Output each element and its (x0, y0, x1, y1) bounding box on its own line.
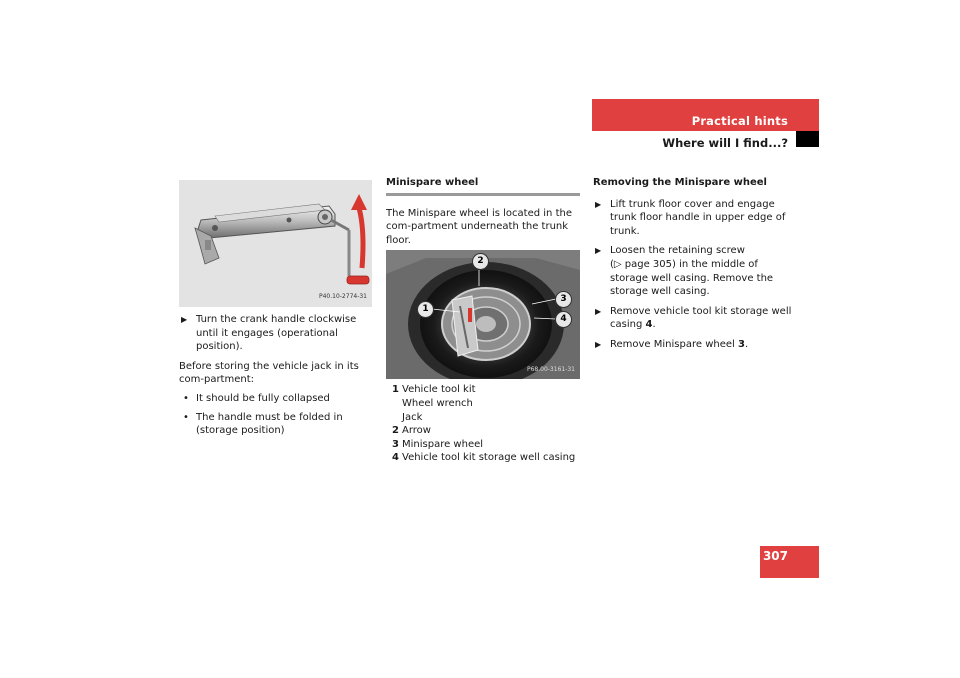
step-text: Lift trunk floor cover and engage trunk floor handle in upper edge of trunk. (610, 198, 786, 237)
legend-number: 4 (392, 452, 399, 464)
step-arrow-icon: ▶ (595, 199, 602, 209)
section-heading: Minispare wheel (386, 176, 580, 196)
section-heading: Removing the Minispare wheel (593, 177, 767, 188)
callout-4: 4 (555, 311, 572, 328)
step-period: . (652, 319, 656, 331)
legend-number: 1 (392, 384, 399, 396)
step-text: Turn the crank handle clockwise until it engages (operational position). (196, 314, 357, 353)
instruction-step (593, 305, 793, 332)
step-arrow-icon: ▶ (181, 315, 188, 324)
legend-text: Minispare wheel (402, 438, 484, 450)
jack-figure (179, 180, 372, 307)
list-item (179, 392, 372, 406)
step-arrow-icon: ▶ (595, 339, 602, 349)
item-reference: 4 (645, 319, 653, 331)
minispare-illustration (386, 250, 580, 379)
step-text (610, 305, 793, 332)
instruction-step (593, 198, 793, 239)
callout-2: 2 (472, 253, 489, 270)
legend-item (386, 383, 580, 424)
legend-text: Wheel wrench (402, 397, 473, 409)
column-minispare (386, 176, 580, 465)
step-arrow-icon: ▶ (595, 306, 602, 316)
paragraph: The Minispare wheel is located in the com-partment underneath the trunk floor. (386, 207, 572, 246)
legend-item (386, 438, 580, 452)
legend-text: Vehicle tool kit storage well casing (402, 452, 576, 464)
callout-1: 1 (417, 301, 434, 318)
legend-number: 2 (392, 425, 399, 437)
page-number: 307 (762, 549, 788, 563)
page-reference: (▷ page 305) in the middle of storage well casing. Remove the storage well casing. (610, 258, 774, 298)
legend-text: Jack (402, 411, 423, 423)
list-item-text: It should be fully collapsed (196, 392, 330, 404)
instruction-step (179, 313, 372, 354)
item-reference: 3 (737, 338, 745, 350)
legend-item (386, 424, 580, 438)
callout-3: 3 (555, 291, 572, 308)
column-jack (179, 180, 372, 438)
subsection-title: Where will I find...? (662, 136, 788, 150)
step-text-main: Remove vehicle tool kit storage well casing (610, 305, 792, 331)
step-text-main: Loosen the retaining screw (610, 245, 745, 257)
figure-code: P40.10-2774-31 (318, 293, 367, 301)
jack-illustration (179, 180, 372, 307)
column-removing (593, 176, 793, 352)
step-arrow-icon: ▶ (595, 246, 602, 256)
bullet-icon: • (183, 392, 189, 404)
section-title: Practical hints (691, 114, 788, 128)
header-marker (796, 131, 819, 147)
legend-number: 3 (392, 438, 399, 450)
step-text (610, 338, 793, 352)
minispare-figure (386, 250, 580, 379)
step-period: . (744, 338, 749, 350)
legend-text: Arrow (402, 425, 431, 437)
legend-text: Vehicle tool kit (402, 384, 476, 396)
figure-legend (386, 383, 580, 465)
instruction-step (593, 244, 793, 298)
list-item-text: The handle must be folded in (storage position) (196, 411, 343, 437)
step-text-main: Remove Minispare wheel (610, 338, 738, 350)
bullet-icon: • (183, 411, 189, 423)
figure-code: P68.00-3161-31 (526, 365, 575, 373)
list-item (179, 411, 372, 438)
step-text (610, 244, 793, 298)
paragraph: Before storing the vehicle jack in its com-partment: (179, 360, 359, 386)
legend-item (386, 451, 580, 465)
instruction-step (593, 338, 793, 352)
